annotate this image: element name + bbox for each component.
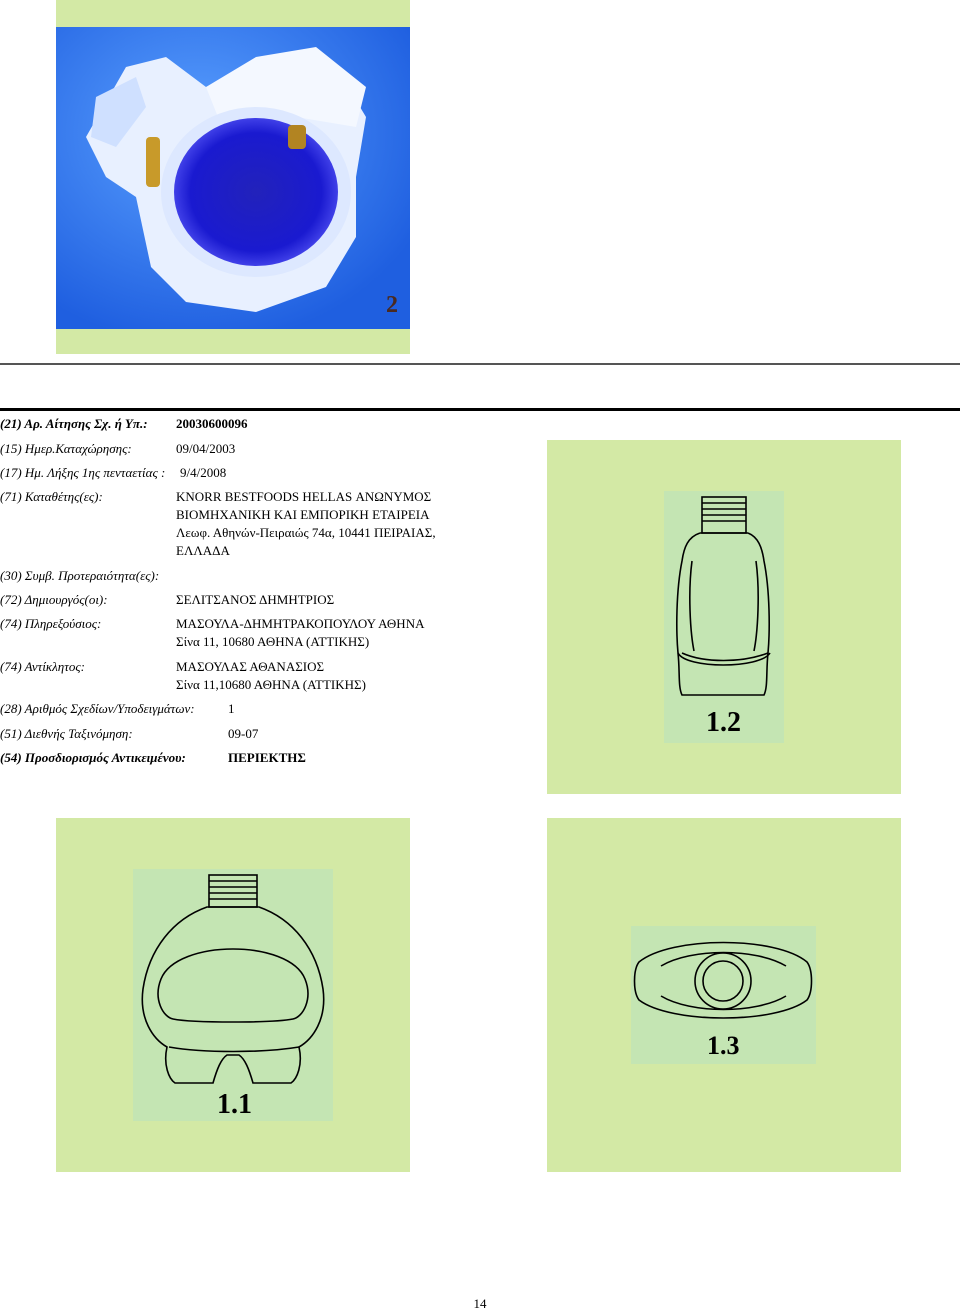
figure-drawing-1-3 [631, 926, 816, 1064]
field-value-line: Σίνα 11,10680 ΑΘΗΝΑ (ΑΤΤΙΚΗΣ) [176, 677, 366, 692]
container-photo-image [56, 27, 410, 329]
figure-drawing-1-1 [133, 869, 333, 1121]
figure-label-1-3: 1.3 [707, 1031, 740, 1060]
field-value: 9/4/2008 [180, 465, 227, 480]
field-value-line: ΜΑΣΟΥΛΑ-ΔΗΜΗΤΡΑΚΟΠΟΥΛΟΥ ΑΘΗΝΑ [176, 616, 425, 631]
field-label: (74) Πληρεξούσιος: [0, 616, 102, 631]
field-value: ΣΕΛΙΤΣΑΝΟΣ ΔΗΜΗΤΡΙΟΣ [176, 592, 335, 607]
bottle-front-drawing [664, 491, 784, 743]
product-photo [56, 27, 410, 329]
field-value-line: ΕΛΛΑΔΑ [176, 543, 230, 558]
field-value: 20030600096 [176, 416, 248, 431]
field-label: (72) Δημιουργός(οι): [0, 592, 108, 607]
field-value-line: Λεωφ. Αθηνών-Πειραιώς 74α, 10441 ΠΕΙΡΑΙΑΣ, [176, 525, 436, 540]
figure-panel-1-2 [547, 440, 901, 794]
field-value-line: ΜΑΣΟΥΛΑΣ ΑΘΑΝΑΣΙΟΣ [176, 659, 325, 674]
photo-panel [56, 0, 410, 354]
page-number: 14 [473, 1296, 487, 1311]
field-value: ΠΕΡΙΕΚΤΗΣ [228, 750, 306, 765]
field-label: (54) Προσδιορισμός Αντικειμένου: [0, 750, 186, 765]
divider-thin [0, 363, 960, 365]
field-label: (21) Αρ. Αίτησης Σχ. ή Υπ.: [0, 416, 148, 431]
photo-number: 2 [386, 292, 398, 318]
field-value-line: Σίνα 11, 10680 ΑΘΗΝΑ (ΑΤΤΙΚΗΣ) [176, 634, 370, 649]
figure-label-1-2: 1.2 [706, 707, 741, 738]
bottle-side-drawing [133, 869, 333, 1121]
field-label: (30) Συμβ. Προτεραιότητα(ες): [0, 568, 160, 583]
field-value: 1 [228, 701, 235, 716]
field-label: (17) Ημ. Λήξης 1ης πενταετίας : [0, 465, 166, 480]
bottle-top-drawing [631, 926, 816, 1064]
field-label: (74) Αντίκλητος: [0, 659, 86, 674]
field-value: 09-07 [228, 726, 259, 741]
field-value-line: KNORR BESTFOODS HELLAS ΑΝΩΝΥΜΟΣ [176, 489, 432, 504]
figure-drawing-1-2 [664, 491, 784, 743]
divider-thick [0, 408, 960, 411]
figure-panel-1-1 [56, 818, 410, 1172]
field-label: (71) Καταθέτης(ες): [0, 489, 103, 504]
field-label: (28) Αριθμός Σχεδίων/Υποδειγμάτων: [0, 701, 195, 716]
figure-panel-1-3 [547, 818, 901, 1172]
field-value: 09/04/2003 [176, 441, 236, 456]
field-value-line: ΒΙΟΜΗΧΑΝΙΚΗ ΚΑΙ ΕΜΠΟΡΙΚΗ ΕΤΑΙΡΕΙΑ [176, 507, 430, 522]
field-label: (51) Διεθνής Ταξινόμηση: [0, 726, 133, 741]
figure-label-1-1: 1.1 [217, 1089, 252, 1120]
field-label: (15) Ημερ.Καταχώρησης: [0, 441, 132, 456]
